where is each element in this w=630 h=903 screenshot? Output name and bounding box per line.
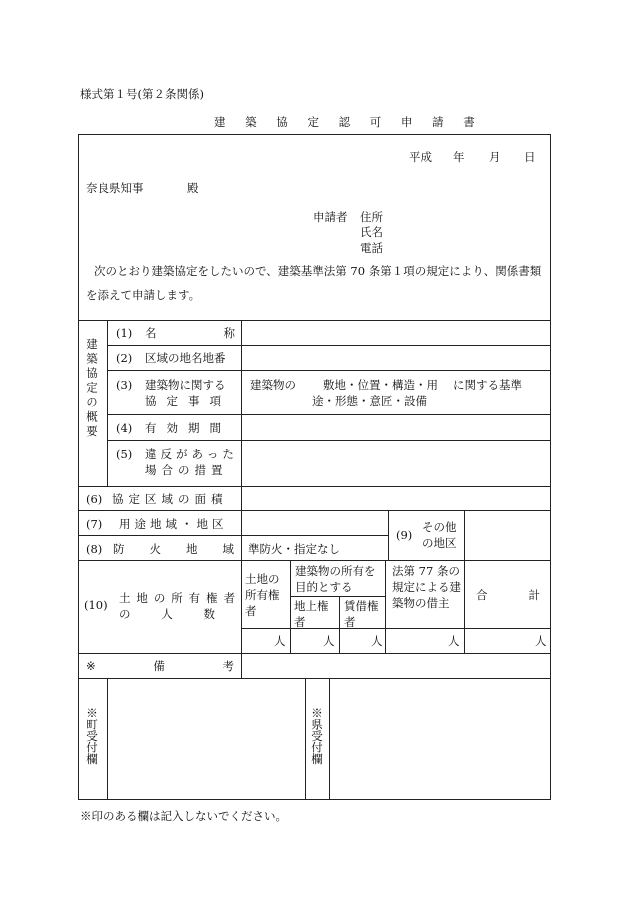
overview-group-label: 建築協定の概要 <box>85 338 99 440</box>
footer-note: ※印のある欄は記入しないでください。 <box>80 809 287 823</box>
unit-art77: 人 <box>448 634 460 648</box>
applicant-phone: 電話 <box>360 241 383 255</box>
unit-lease-right: 人 <box>371 634 383 648</box>
row8-label: 防 火 地 域 <box>113 542 234 556</box>
col-lease-right: 賃借権者 <box>344 599 379 629</box>
row6-label: 協定区域の面積 <box>112 492 228 506</box>
date-day: 日 <box>524 150 536 164</box>
addressee-name: 奈良県知事 <box>86 181 144 195</box>
applicant-label: 申請者 <box>313 210 348 224</box>
row9-no: (9) <box>396 528 413 542</box>
row3-value-c: に関する基準 <box>453 378 522 392</box>
row6-no: (6) <box>86 492 103 506</box>
body-text-line2: を添えて申請します。 <box>86 288 201 302</box>
date-year: 年 <box>453 150 465 164</box>
col-surface-right: 地上権者 <box>294 599 329 629</box>
row3-label-line2: 協定事項 <box>145 394 231 408</box>
row5-no: (5) <box>116 447 133 461</box>
row1-no: (1) <box>116 326 133 340</box>
applicant-name: 氏名 <box>360 225 383 239</box>
row4-no: (4) <box>116 421 133 435</box>
unit-land-owner: 人 <box>274 634 286 648</box>
applicant-address: 住所 <box>360 210 383 224</box>
row3-value-b2: 途・形態・意匠・設備 <box>312 394 427 408</box>
unit-surface-right: 人 <box>323 634 335 648</box>
remarks-label: ※ 備 考 <box>86 659 234 673</box>
row8-no: (8) <box>86 542 103 556</box>
row5-label-line2: 場合の措置 <box>145 463 228 477</box>
row8-value: 準防火・指定なし <box>248 542 340 556</box>
row1-label: 名 称 <box>145 326 235 340</box>
row10-label-line1: 土 地 の 所 有 権 者 <box>119 591 235 605</box>
date-era: 平成 <box>409 150 432 164</box>
body-text-line1: 次のとおり建築協定をしたいので、建築基準法第 70 条第１項の規定により、関係書類 <box>94 264 542 278</box>
row10-label-line2: の 人 数 <box>119 607 215 621</box>
form-number: 様式第１号(第２条関係) <box>80 87 204 101</box>
row9-label-line2: の地区 <box>422 536 457 550</box>
addressee-honorific: 殿 <box>187 181 199 195</box>
row9-label-line1: その他 <box>422 520 457 534</box>
row10-no: (10) <box>84 598 108 612</box>
col-art77: 法第 77 条の規定による建築物の借主 <box>392 564 461 610</box>
row7-no: (7) <box>86 517 103 531</box>
row4-label: 有効期間 <box>145 421 231 435</box>
date-month: 月 <box>489 150 501 164</box>
pref-reception-label: ※県受付欄 <box>310 707 324 765</box>
row7-label: 用途地域・地区 <box>119 517 228 531</box>
row3-value-b1: 敷地・位置・構造・用 <box>323 378 438 392</box>
town-reception-label: ※町受付欄 <box>85 707 99 765</box>
document-title: 建 築 協 定 認 可 申 請 書 <box>214 115 483 129</box>
row5-label-line1: 違反があった <box>145 447 238 461</box>
col-land-owner: 土地の所有権者 <box>245 572 280 618</box>
col-building-purpose: 建築物の所有を目的とする <box>295 564 376 594</box>
row3-value-a: 建築物の <box>250 378 296 392</box>
row2-label: 区域の地名地番 <box>145 351 226 365</box>
col-total: 合 計 <box>476 588 540 602</box>
row3-no: (3) <box>116 378 133 392</box>
row2-no: (2) <box>116 351 133 365</box>
unit-total: 人 <box>535 634 547 648</box>
row3-label-line1: 建築物に関する <box>145 378 226 392</box>
